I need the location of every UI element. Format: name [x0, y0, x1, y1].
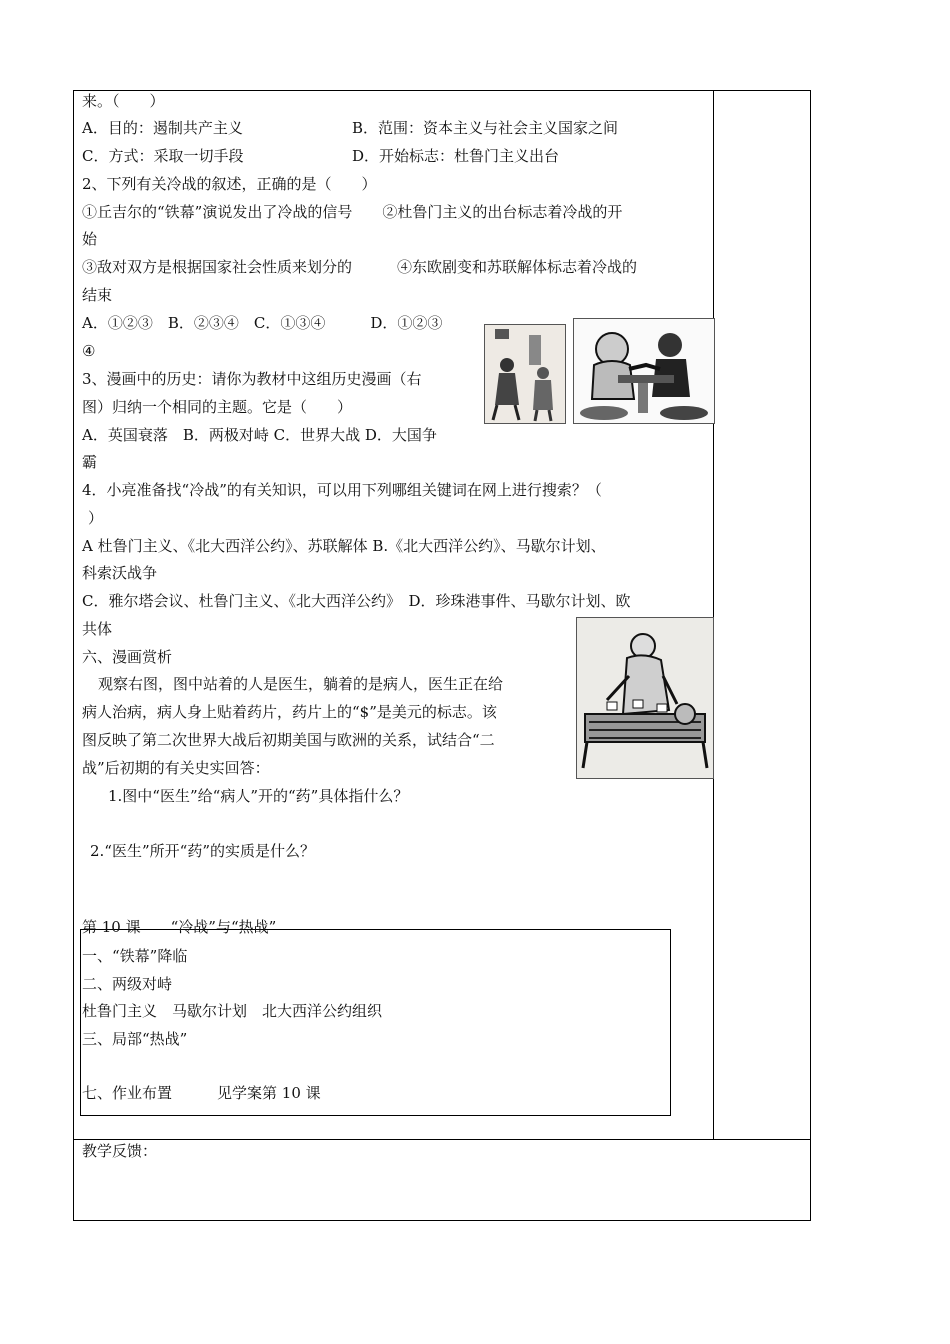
q4-stem-line1: 4．小亮准备找“冷战”的有关知识，可以用下列哪组关键词在网上进行搜索？（	[82, 481, 602, 499]
summary-homework: 七、作业布置 见学案第 10 课	[82, 1084, 321, 1102]
summary-line-hot-war: 三、局部“热战”	[82, 1030, 188, 1048]
table-right-border	[810, 90, 811, 1221]
q2-options: A．①②③ B．②③④ C．①③④ D．①②③	[82, 314, 443, 332]
cartoon-image-iron-curtain	[484, 324, 566, 424]
table-row-divider	[73, 1139, 811, 1140]
q2-statements-1-2-wrap: 始	[82, 230, 98, 248]
section6-paragraph-line1: 观察右图，图中站着的人是医生，躺着的是病人，医生正在给	[98, 675, 504, 693]
q1-option-a: A．目的：遏制共产主义	[82, 119, 243, 137]
section6-question1: 1.图中“医生”给“病人”开的“药”具体指什么？	[108, 787, 409, 805]
table-column-divider	[713, 90, 714, 1140]
q4-options-ab: A 杜鲁门主义、《北大西洋公约》、苏联解体 B.《北大西洋公约》、马歇尔计划、	[82, 537, 606, 555]
q4-stem-line2: ）	[88, 509, 104, 527]
q2-statements-3-4: ③敌对双方是根据国家社会性质来划分的 ④东欧剧变和苏联解体标志着冷战的	[82, 258, 638, 276]
summary-line-iron-curtain: 一、“铁幕”降临	[82, 947, 188, 965]
q3-stem-line1: 3、漫画中的历史：请你为教材中这组历史漫画（右	[82, 370, 422, 388]
table-bottom-border	[73, 1220, 811, 1221]
section6-paragraph-line3: 图反映了第二次世界大战后初期美国与欧洲的关系，试结合“二	[82, 731, 495, 749]
summary-line-keywords: 杜鲁门主义 马歇尔计划 北大西洋公约组织	[82, 1002, 383, 1020]
q1-continuation: 来。（ ）	[82, 92, 165, 110]
q2-options-wrap: ④	[82, 342, 96, 360]
q1-option-c: C．方式：采取一切手段	[82, 147, 244, 165]
q4-options-cd: C．雅尔塔会议、杜鲁门主义、《北大西洋公约》 D．珍珠港事件、马歇尔计划、欧	[82, 592, 631, 610]
q1-option-b: B．范围：资本主义与社会主义国家之间	[352, 119, 619, 137]
section6-paragraph-line4: 战”后初期的有关史实回答：	[82, 759, 270, 777]
summary-title: 第 10 课 “冷战”与“热战”	[82, 918, 277, 936]
q4-options-cd-wrap: 共体	[82, 620, 113, 638]
section6-paragraph-line2: 病人治病，病人身上贴着药片，药片上的“$”是美元的标志。该	[82, 703, 497, 721]
q2-statements-1-2: ①丘吉尔的“铁幕”演说发出了冷战的信号 ②杜鲁门主义的出台标志着冷战的开	[82, 203, 623, 221]
table-top-border	[73, 90, 811, 91]
table-left-border	[73, 90, 74, 1221]
q2-stem: 2、下列有关冷战的叙述，正确的是（ ）	[82, 175, 377, 193]
q1-option-d: D．开始标志：杜鲁门主义出台	[352, 147, 560, 165]
summary-line-bipolar: 二、两级对峙	[82, 975, 173, 993]
cartoon-image-doctor-patient	[576, 617, 714, 779]
section6-title: 六、漫画赏析	[82, 648, 173, 666]
q3-options-wrap: 霸	[82, 453, 98, 471]
q3-stem-line2: 图）归纳一个相同的主题。它是（ ）	[82, 398, 353, 416]
feedback-label: 教学反馈：	[82, 1142, 158, 1160]
cartoon-image-arm-wrestling	[573, 318, 715, 424]
q2-statements-3-4-wrap: 结束	[82, 286, 113, 304]
section6-question2: 2.“医生”所开“药”的实质是什么？	[90, 842, 315, 860]
q3-options: A．英国衰落 B．两极对峙 C．世界大战 D．大国争	[82, 426, 437, 444]
q4-options-ab-wrap: 科索沃战争	[82, 564, 158, 582]
